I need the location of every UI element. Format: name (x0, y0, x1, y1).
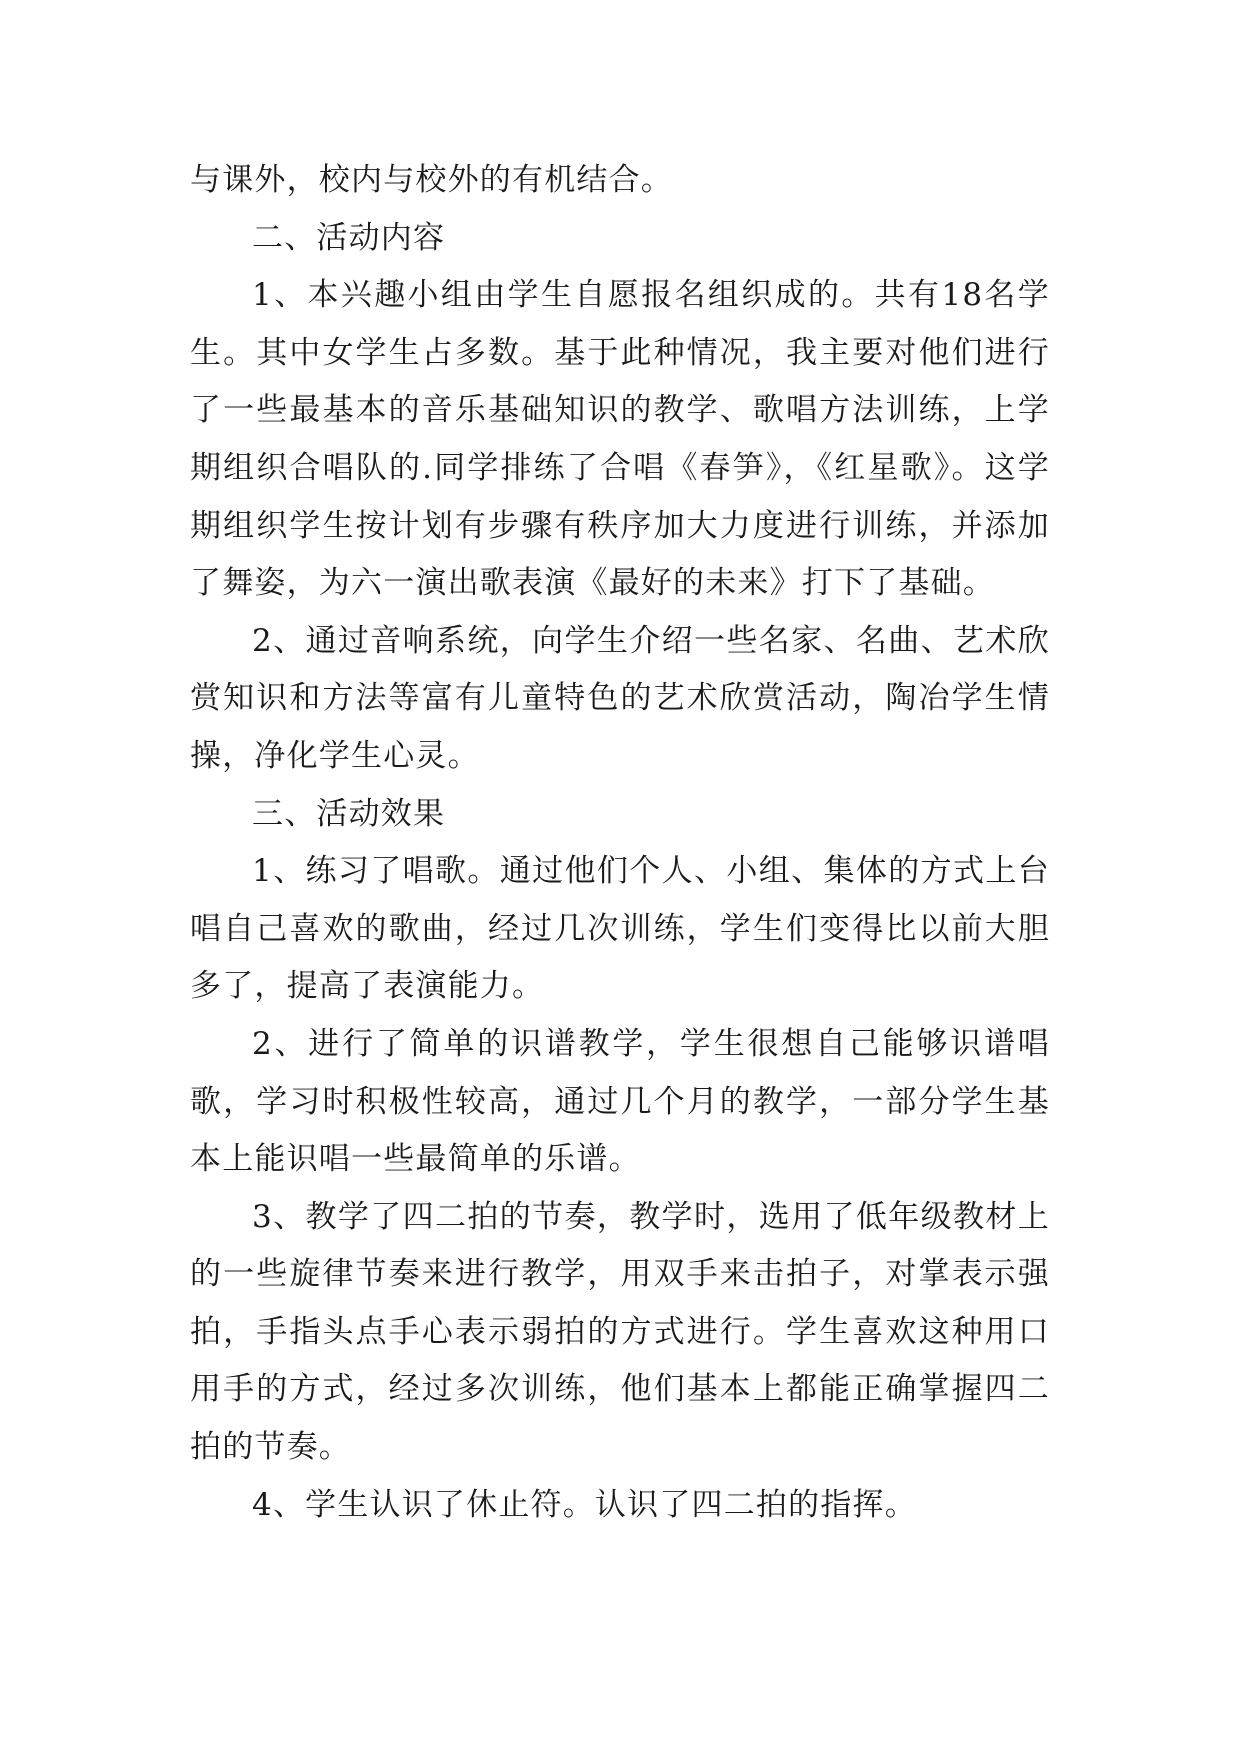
paragraph-effect-1: 1、练习了唱歌。通过他们个人、小组、集体的方式上台唱自己喜欢的歌曲，经过几次训练，学生们变得比以前大胆多了，提高了表演能力。 (190, 853, 1050, 1005)
section-heading-activity-content: 二、活动内容 (252, 219, 446, 256)
paragraph-content-2: 2、通过音响系统，向学生介绍一些名家、名曲、艺术欣赏知识和方法等富有儿童特色的艺术欣赏活动，陶冶学生情操，净化学生心灵。 (190, 622, 1050, 774)
paragraph-continuation: 与课外，校内与校外的有机结合。 (190, 162, 673, 198)
paragraph-effect-3: 3、教学了四二拍的节奏，教学时，选用了低年级教材上的一些旋律节奏来进行教学，用双手来击拍子，对掌表示强拍，手指头点手心表示弱拍的方式进行。学生喜欢这种用口用手的方式，经过多次训练，他们基本上都能正确掌握四二拍的节奏。 (190, 1198, 1050, 1466)
paragraph-effect-4: 4、学生认识了休止符。认识了四二拍的指挥。 (252, 1486, 917, 1523)
section-heading-activity-effect: 三、活动效果 (252, 795, 446, 832)
paragraph-content-1: 1、本兴趣小组由学生自愿报名组织成的。共有18名学生。其中女学生占多数。基于此种情况，我主要对他们进行了一些最基本的音乐基础知识的教学、歌唱方法训练，上学期组织合唱队的.同学排练了合唱《春笋》，《红星歌》。这学期组织学生按计划有步骤有秩序加大力度进行训练，并添加了舞姿，为六一演出歌表演《最好的未来》打下了基础。 (190, 277, 1050, 602)
document-body (190, 152, 1050, 1534)
paragraph-effect-2: 2、进行了简单的识谱教学，学生很想自己能够识谱唱歌，学习时积极性较高，通过几个月的教学，一部分学生基本上能识唱一些最简单的乐谱。 (190, 1025, 1050, 1178)
